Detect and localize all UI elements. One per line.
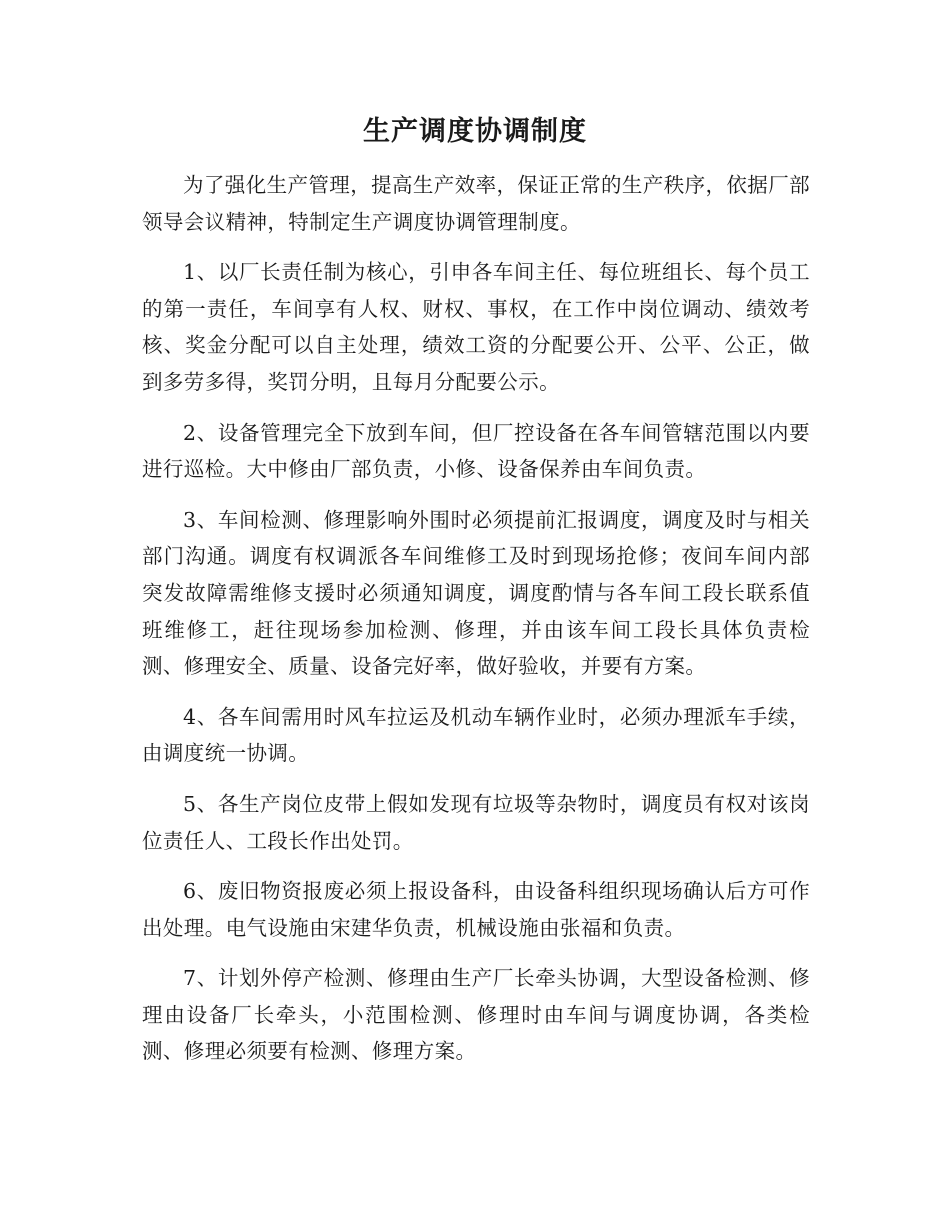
document-title: 生产调度协调制度 [363,116,587,147]
document-body [142,167,810,1084]
clause-6-paragraph: 6、废旧物资报废必须上报设备科，由设备科组织现场确认后方可作出处理。电气设施由宋建华负责，机械设施由张福和负责。 [142,879,810,940]
clause-7-paragraph: 7、计划外停产检测、修理由生产厂长牵头协调，大型设备检测、修理由设备厂长牵头，小范围检测、修理时由车间与调度协调，各类检测、修理必须要有检测、修理方案。 [142,966,810,1064]
clause-1-paragraph: 1、以厂长责任制为核心，引申各车间主任、每位班组长、每个员工的第一责任，车间享有人权、财权、事权，在工作中岗位调动、绩效考核、奖金分配可以自主处理，绩效工资的分配要公开、公平、公正，做到多劳多得，奖罚分明，且每月分配要公示。 [142,260,810,394]
intro-paragraph: 为了强化生产管理，提高生产效率，保证正常的生产秩序，依据厂部领导会议精神，特制定生产调度协调管理制度。 [142,173,810,234]
clause-3-paragraph: 3、车间检测、修理影响外围时必须提前汇报调度，调度及时与相关部门沟通。调度有权调派各车间维修工及时到现场抢修；夜间车间内部突发故障需维修支援时必须通知调度，调度酌情与各车间工段长联系值班维修工，赶往现场参加检测、修理，并由该车间工段长具体负责检测、修理安全、质量、设备完好率，做好验收，并要有方案。 [142,507,810,679]
clause-5-paragraph: 5、各生产岗位皮带上假如发现有垃圾等杂物时，调度员有权对该岗位责任人、工段长作出处罚。 [142,791,810,853]
clause-2-paragraph: 2、设备管理完全下放到车间，但厂控设备在各车间管辖范围以内要进行巡检。大中修由厂部负责，小修、设备保养由车间负责。 [142,420,810,482]
clause-4-paragraph: 4、各车间需用时风车拉运及机动车辆作业时，必须办理派车手续，由调度统一协调。 [142,704,810,766]
